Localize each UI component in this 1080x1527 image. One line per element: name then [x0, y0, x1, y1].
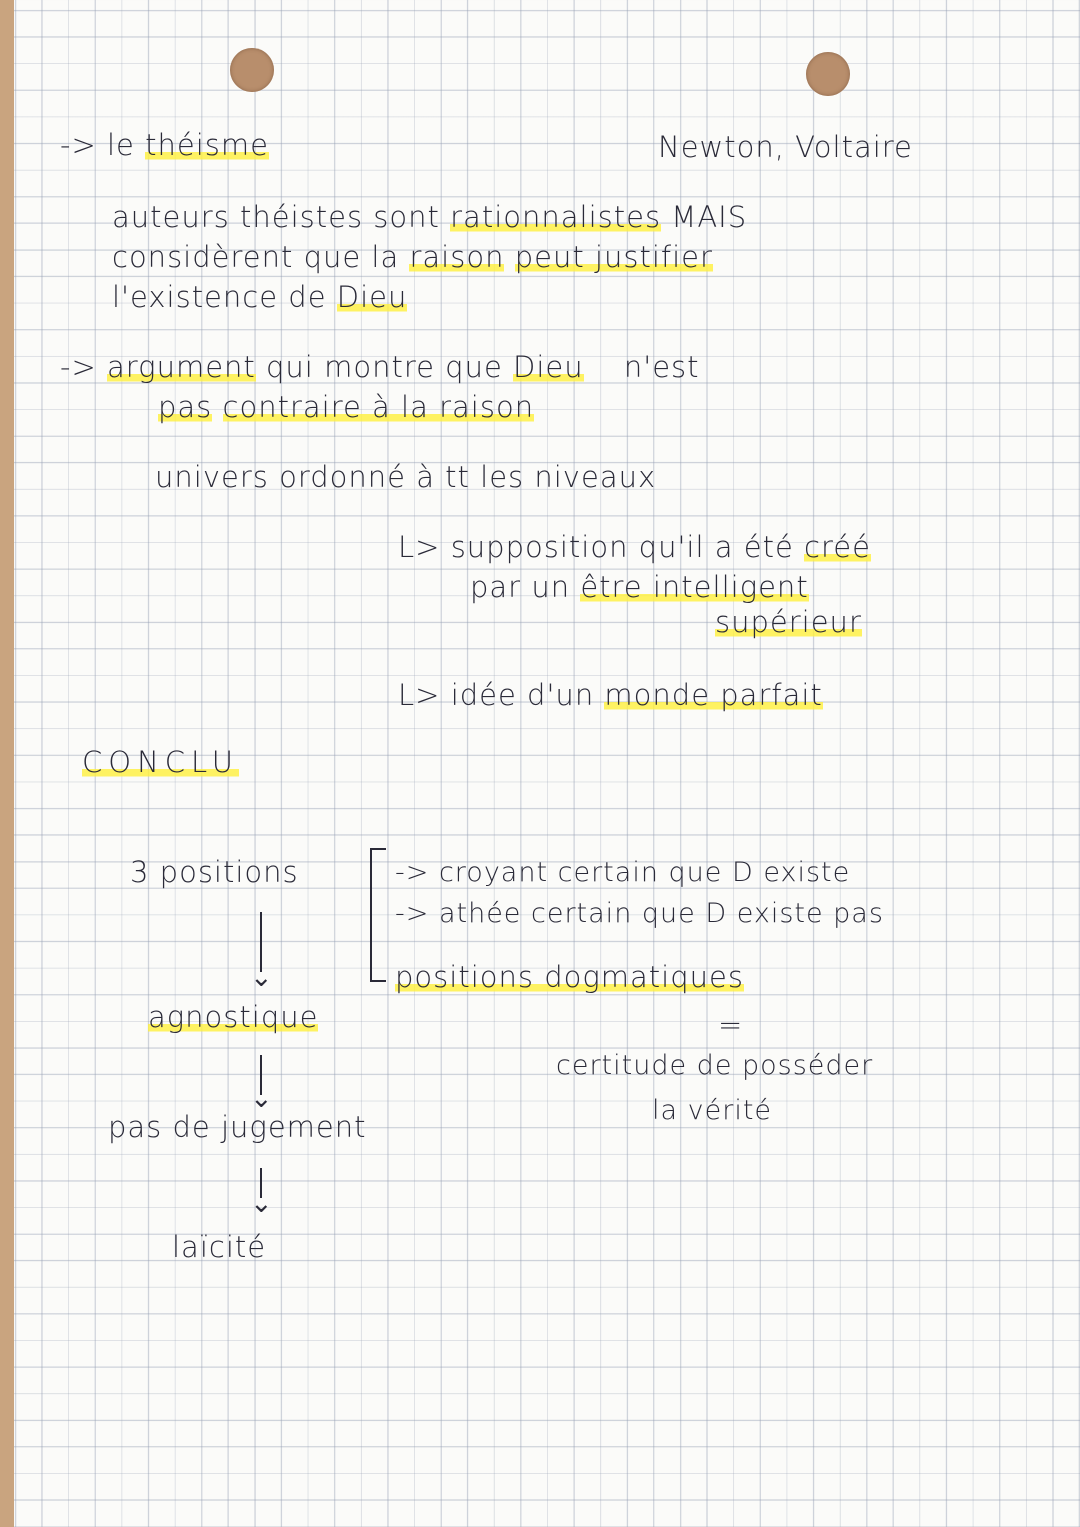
highlight: argument	[106, 350, 256, 384]
bracket	[370, 848, 386, 982]
no-judgement: pas de jugement	[108, 1110, 367, 1144]
highlight: être intelligent	[580, 570, 809, 604]
para-line-3	[112, 280, 407, 314]
arrow: ->	[60, 128, 97, 162]
highlight: supérieur	[715, 605, 862, 639]
three-positions: 3 positions	[130, 855, 299, 889]
position-croyant: -> croyant certain que D existe	[395, 857, 851, 888]
laicite: laïcité	[172, 1230, 267, 1264]
highlight: agnostique	[148, 1000, 319, 1034]
text: qui montre que	[266, 350, 503, 384]
highlight: monde parfait	[604, 678, 823, 712]
highlight: CONCLU	[82, 745, 239, 779]
supposition-line-1	[398, 530, 871, 564]
arrow-head-icon: ⌄	[250, 1188, 274, 1219]
equals-sign: =	[718, 1008, 744, 1042]
dogmatic-positions	[395, 960, 744, 994]
text: idée d'un	[450, 678, 595, 712]
text: MAIS	[671, 200, 748, 234]
text: n'est	[623, 350, 700, 384]
highlight: rationnalistes	[450, 200, 662, 234]
punch-hole-right	[806, 52, 850, 96]
arrow-head-icon: ⌄	[250, 962, 274, 993]
arrow: L>	[398, 530, 441, 564]
highlight: pas	[158, 390, 213, 424]
univers-line: univers ordonné à tt les niveaux	[155, 460, 657, 494]
heading-prefix: le	[106, 128, 135, 162]
agnostique	[148, 1000, 318, 1034]
argument-line-1	[60, 350, 700, 384]
position-athee: -> athée certain que D existe pas	[395, 898, 884, 929]
highlight: peut justifier	[514, 240, 713, 274]
highlight: créé	[804, 530, 871, 564]
arrow-head-icon: ⌄	[250, 1083, 274, 1114]
authors: Newton, Voltaire	[658, 130, 913, 164]
highlight: Dieu	[336, 280, 408, 314]
text: auteurs théistes sont	[112, 200, 440, 234]
supposition-line-3	[715, 605, 862, 639]
idee-line	[398, 678, 823, 712]
punch-hole-left	[230, 48, 274, 92]
arrow: ->	[60, 350, 97, 384]
para-line-2	[112, 240, 713, 274]
highlight: positions dogmatiques	[395, 960, 744, 994]
definition-line-1: certitude de posséder	[556, 1050, 874, 1081]
heading-word: théisme	[145, 128, 269, 162]
text: l'existence de	[112, 280, 327, 314]
argument-line-2	[158, 390, 534, 424]
supposition-line-2	[470, 570, 809, 604]
text: par un	[470, 570, 571, 604]
heading-theisme	[60, 128, 269, 162]
highlight: raison	[409, 240, 505, 274]
text: supposition qu'il a été	[450, 530, 794, 564]
text: considèrent que la	[112, 240, 400, 274]
definition-line-2: la vérité	[652, 1095, 773, 1126]
highlight: contraire à la raison	[222, 390, 535, 424]
highlight: Dieu	[513, 350, 584, 384]
conclu-title	[82, 745, 239, 779]
para-line-1	[112, 200, 747, 234]
paper-edge	[0, 0, 14, 1527]
arrow: L>	[398, 678, 441, 712]
